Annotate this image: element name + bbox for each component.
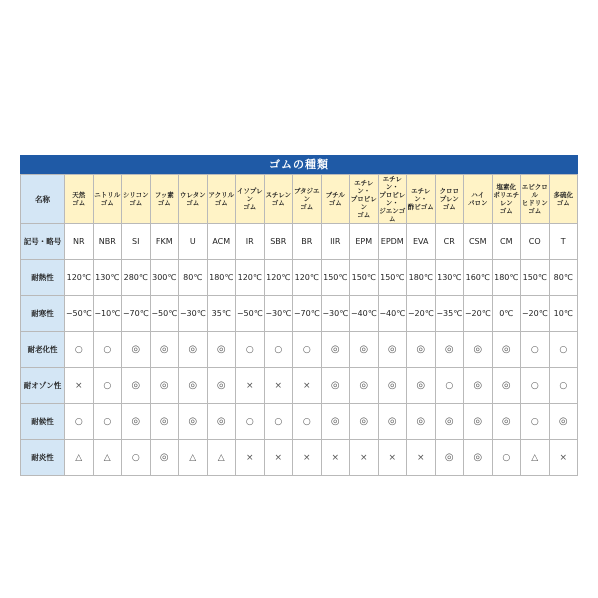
table-cell: 80℃ [549, 260, 578, 296]
rubber-types-table [20, 174, 578, 476]
column-header-label: シリコン ゴム [122, 191, 149, 207]
table-cell: ◎ [179, 404, 208, 440]
table-row [21, 332, 578, 368]
table-cell: ◎ [407, 404, 436, 440]
table-cell: EPM [350, 224, 379, 260]
table-cell: −70℃ [293, 296, 322, 332]
table-cell: 35℃ [207, 296, 236, 332]
table-cell: × [264, 440, 293, 476]
table-cell: EVA [407, 224, 436, 260]
table-cell: ◎ [122, 368, 151, 404]
table-cell: FKM [150, 224, 179, 260]
table-cell: × [350, 440, 379, 476]
table-cell: ◎ [549, 404, 578, 440]
table-cell: ○ [93, 404, 122, 440]
column-header [179, 175, 208, 224]
table-cell: ◎ [350, 368, 379, 404]
table-row [21, 296, 578, 332]
table-cell: 0℃ [492, 296, 521, 332]
table-cell: ◎ [350, 404, 379, 440]
column-header-label: イソプレン ゴム [236, 187, 263, 211]
table-cell: 10℃ [549, 296, 578, 332]
table-cell: ◎ [435, 404, 464, 440]
table-cell: ◎ [464, 368, 493, 404]
table-cell: ◎ [321, 332, 350, 368]
table-cell: × [65, 368, 94, 404]
table-cell: ○ [65, 404, 94, 440]
table-cell: × [549, 440, 578, 476]
table-cell: ◎ [321, 368, 350, 404]
table-cell: ○ [93, 368, 122, 404]
column-header-label: アクリル ゴム [208, 191, 235, 207]
column-header [521, 175, 550, 224]
table-cell: CSM [464, 224, 493, 260]
table-cell: ○ [521, 404, 550, 440]
column-header [350, 175, 379, 224]
column-header [264, 175, 293, 224]
row-header-name: 名称 [21, 175, 65, 224]
column-header [122, 175, 151, 224]
column-header [378, 175, 407, 224]
table-cell: IR [236, 224, 265, 260]
table-cell: ◎ [492, 404, 521, 440]
column-header-label: エピクロル ヒドリン ゴム [521, 183, 548, 215]
table-cell: ◎ [150, 368, 179, 404]
table-cell: △ [521, 440, 550, 476]
column-header [464, 175, 493, 224]
table-cell: △ [65, 440, 94, 476]
table-cell: ◎ [492, 368, 521, 404]
table-cell: ◎ [492, 332, 521, 368]
table-cell: ◎ [350, 332, 379, 368]
table-cell: ◎ [207, 332, 236, 368]
table-cell: ◎ [407, 332, 436, 368]
table-cell: −40℃ [378, 296, 407, 332]
table-cell: −50℃ [236, 296, 265, 332]
table-cell: ○ [492, 440, 521, 476]
table-cell: −30℃ [264, 296, 293, 332]
table-cell: SI [122, 224, 151, 260]
table-cell: 150℃ [378, 260, 407, 296]
table-cell: 300℃ [150, 260, 179, 296]
table-cell: CR [435, 224, 464, 260]
table-cell: ○ [293, 404, 322, 440]
table-cell: 150℃ [350, 260, 379, 296]
table-cell: −20℃ [407, 296, 436, 332]
table-cell: × [236, 368, 265, 404]
table-row [21, 260, 578, 296]
table-cell: NR [65, 224, 94, 260]
table-cell: ○ [521, 368, 550, 404]
table-cell: 280℃ [122, 260, 151, 296]
column-header [93, 175, 122, 224]
column-header [207, 175, 236, 224]
table-cell: × [236, 440, 265, 476]
table-cell: 150℃ [521, 260, 550, 296]
column-header [407, 175, 436, 224]
table-cell: U [179, 224, 208, 260]
column-header [492, 175, 521, 224]
table-cell: 180℃ [407, 260, 436, 296]
column-header-label: 多硫化 ゴム [553, 191, 573, 207]
column-header-label: エチレン・ 酢ビゴム [407, 187, 434, 211]
table-cell: 180℃ [207, 260, 236, 296]
table-cell: ◎ [150, 404, 179, 440]
column-header-label: 天然 ゴム [72, 191, 86, 207]
column-header-label: ブチル ゴム [325, 191, 345, 207]
table-cell: 150℃ [321, 260, 350, 296]
table-cell: ◎ [435, 332, 464, 368]
table-cell: △ [93, 440, 122, 476]
table-cell: ○ [521, 332, 550, 368]
table-cell: ◎ [464, 332, 493, 368]
row-header: 耐寒性 [21, 296, 65, 332]
column-header-label: ウレタン ゴム [179, 191, 206, 207]
table-cell: −70℃ [122, 296, 151, 332]
table-cell: ○ [264, 404, 293, 440]
table-cell: 180℃ [492, 260, 521, 296]
column-header-label: ハイ パロン [468, 191, 488, 207]
column-header [549, 175, 578, 224]
table-cell: ◎ [150, 440, 179, 476]
table-row [21, 440, 578, 476]
table-cell: ◎ [207, 368, 236, 404]
table-cell: ACM [207, 224, 236, 260]
table-row [21, 404, 578, 440]
table-cell: IIR [321, 224, 350, 260]
table-cell: NBR [93, 224, 122, 260]
table-cell: −20℃ [521, 296, 550, 332]
table-cell: ◎ [435, 440, 464, 476]
column-header-label: フッ素 ゴム [154, 191, 174, 207]
table-cell: × [264, 368, 293, 404]
column-header-label: エチレン・ プロピレン ゴム [350, 179, 377, 219]
table-cell: ○ [65, 332, 94, 368]
row-header: 耐候性 [21, 404, 65, 440]
rubber-types-table-container [20, 155, 578, 476]
table-cell: 120℃ [264, 260, 293, 296]
table-cell: 130℃ [93, 260, 122, 296]
table-cell: ○ [549, 368, 578, 404]
table-cell: ◎ [179, 332, 208, 368]
table-cell: SBR [264, 224, 293, 260]
table-cell: ◎ [378, 368, 407, 404]
table-cell: ◎ [378, 404, 407, 440]
table-cell: ○ [435, 368, 464, 404]
table-cell: −50℃ [65, 296, 94, 332]
table-row [21, 224, 578, 260]
column-header [236, 175, 265, 224]
column-header-label: エチレン・ プロピレン・ ジエンゴム [379, 175, 406, 223]
table-cell: ○ [93, 332, 122, 368]
table-cell: × [407, 440, 436, 476]
column-header-label: ブタジエン ゴム [293, 187, 320, 211]
table-cell: −10℃ [93, 296, 122, 332]
table-cell: 160℃ [464, 260, 493, 296]
row-header: 記号・略号 [21, 224, 65, 260]
table-cell: ◎ [464, 404, 493, 440]
table-cell: ◎ [179, 368, 208, 404]
column-header-label: ニトリル ゴム [94, 191, 121, 207]
column-header [321, 175, 350, 224]
table-cell: × [378, 440, 407, 476]
table-cell: 120℃ [293, 260, 322, 296]
row-header: 耐老化性 [21, 332, 65, 368]
table-cell: −30℃ [179, 296, 208, 332]
column-header [65, 175, 94, 224]
table-cell: ○ [122, 440, 151, 476]
table-cell: ◎ [407, 368, 436, 404]
table-cell: −30℃ [321, 296, 350, 332]
table-cell: ◎ [378, 332, 407, 368]
column-header-label: スチレン ゴム [265, 191, 292, 207]
table-cell: ○ [549, 332, 578, 368]
table-cell: −35℃ [435, 296, 464, 332]
column-header [293, 175, 322, 224]
table-cell: T [549, 224, 578, 260]
row-header: 耐オゾン性 [21, 368, 65, 404]
table-header-row [21, 175, 578, 224]
column-header [150, 175, 179, 224]
table-cell: 120℃ [65, 260, 94, 296]
table-cell: ◎ [464, 440, 493, 476]
table-cell: △ [207, 440, 236, 476]
table-cell: CO [521, 224, 550, 260]
table-cell: ○ [264, 332, 293, 368]
table-cell: × [321, 440, 350, 476]
table-cell: −50℃ [150, 296, 179, 332]
table-cell: ◎ [150, 332, 179, 368]
table-cell: BR [293, 224, 322, 260]
table-cell: ○ [236, 332, 265, 368]
row-header: 耐炎性 [21, 440, 65, 476]
table-cell: −20℃ [464, 296, 493, 332]
table-cell: ◎ [321, 404, 350, 440]
column-header-label: 塩素化 ポリエチレン ゴム [493, 183, 520, 215]
column-header [435, 175, 464, 224]
table-cell: ○ [293, 332, 322, 368]
table-cell: 130℃ [435, 260, 464, 296]
table-cell: × [293, 440, 322, 476]
table-cell: ◎ [207, 404, 236, 440]
column-header-label: クロロ プレン ゴム [439, 187, 459, 211]
table-cell: ◎ [122, 404, 151, 440]
table-cell: ◎ [122, 332, 151, 368]
row-header: 耐熱性 [21, 260, 65, 296]
table-cell: −40℃ [350, 296, 379, 332]
table-row [21, 368, 578, 404]
table-title: ゴムの種類 [20, 155, 578, 174]
table-cell: 80℃ [179, 260, 208, 296]
table-cell: 120℃ [236, 260, 265, 296]
table-cell: EPDM [378, 224, 407, 260]
table-cell: CM [492, 224, 521, 260]
table-cell: × [293, 368, 322, 404]
table-cell: ○ [236, 404, 265, 440]
table-cell: △ [179, 440, 208, 476]
